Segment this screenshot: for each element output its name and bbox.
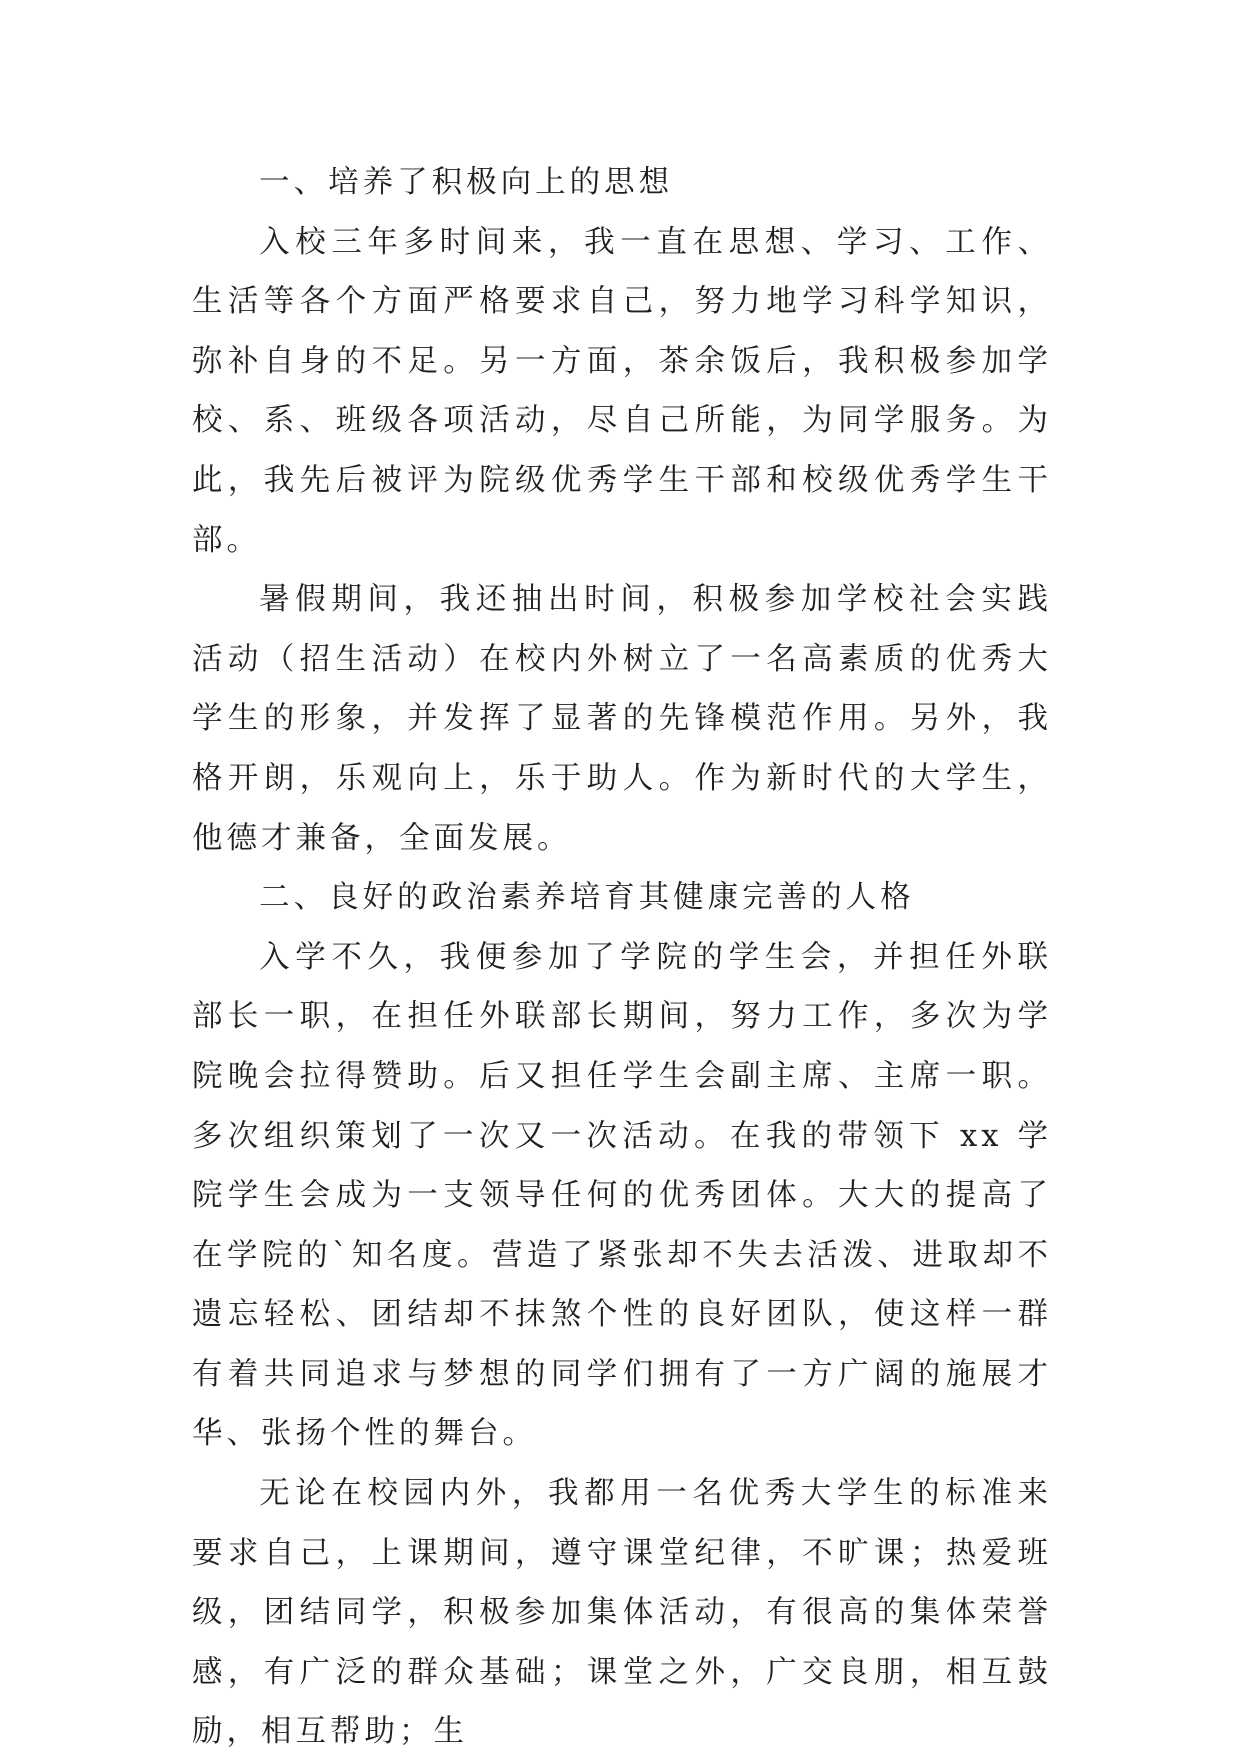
document-body: [192, 153, 1052, 1762]
paragraph-1: 入校三年多时间来，我一直在思想、学习、工作、生活等各个方面严格要求自己，努力地学习科学知识，弥补自身的不足。另一方面，茶余饭后，我积极参加学校、系、班级各项活动，尽自己所能，为同学服务。为此，我先后被评为院级优秀学生干部和校级优秀学生干部。: [192, 224, 1052, 558]
paragraph-4: 无论在校园内外，我都用一名优秀大学生的标准来要求自己，上课期间，遵守课堂纪律，不旷课；热爱班级，团结同学，积极参加集体活动，有很高的集体荣誉感，有广泛的群众基础；课堂之外，广交良朋，相互鼓励，相互帮助；生: [192, 1476, 1052, 1750]
section-heading-2: 二、良好的政治素养培育其健康完善的人格: [259, 880, 915, 916]
paragraph-2: 暑假期间，我还抽出时间，积极参加学校社会实践活动（招生活动）在校内外树立了一名高素质的优秀大学生的形象，并发挥了显著的先锋模范作用。另外，我格开朗，乐观向上，乐于助人。作为新时代的大学生，他德才兼备，全面发展。: [192, 582, 1052, 856]
paragraph-3: 入学不久，我便参加了学院的学生会，并担任外联部长一职，在担任外联部长期间，努力工作，多次为学院晚会拉得赞助。后又担任学生会副主席、主席一职。多次组织策划了一次又一次活动。在我的带领下 xx 学院学生会成为一支领导任何的优秀团体。大大的提高了在学院的`知名度。营造了紧张却不失去活泼、进取却不遗忘轻松、团结却不抹煞个性的良好团队，使这样一群有着共同追求与梦想的同学们拥有了一方广阔的施展才华、张扬个性的舞台。: [192, 939, 1052, 1452]
section-heading-1: 一、培养了积极向上的思想: [259, 165, 674, 200]
